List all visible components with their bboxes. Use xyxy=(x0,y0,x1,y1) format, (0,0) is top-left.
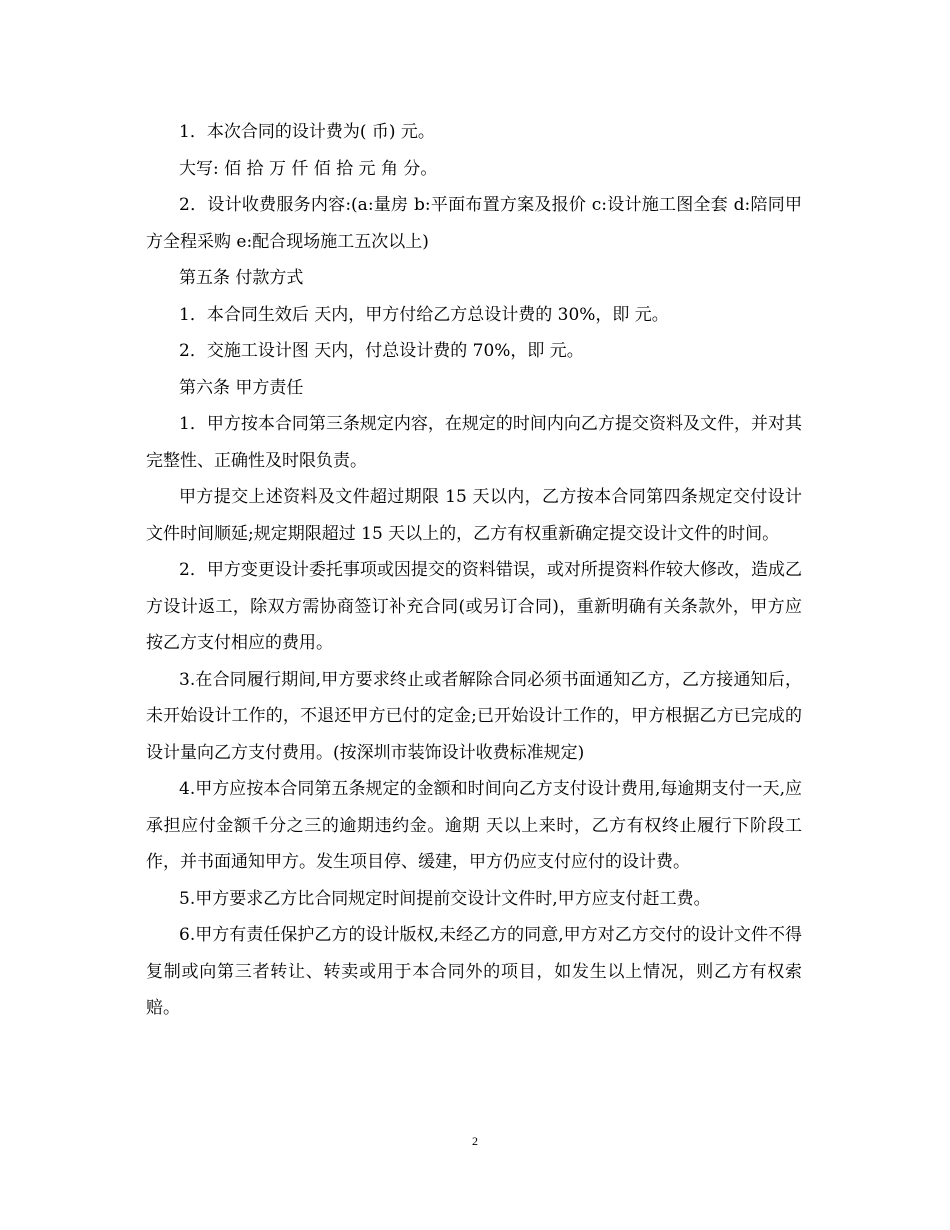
paragraph-amount-in-words: 大写: 佰 拾 万 仟 佰 拾 元 角 分。 xyxy=(179,158,438,179)
section-heading-party-a-duties: 第六条 甲方责任 xyxy=(179,377,304,398)
paragraph-payment-2: 2．交施工设计图 天内，付总设计费的 70%，即 元。 xyxy=(179,341,584,361)
paragraph-duty-6: 6.甲方有责任保护乙方的设计版权,未经乙方的同意,甲方对乙方交付的设计文件不得复制或向第三者转让、转卖或用于本合同外的项目，如发生以上情况，则乙方有权索赔。 xyxy=(146,925,802,1018)
paragraph-payment-1: 1．本合同生效后 天内，甲方付给乙方总设计费的 30%，即 元。 xyxy=(179,304,669,325)
paragraph-service-content: 2．设计收费服务内容:(a:量房 b:平面布置方案及报价 c:设计施工图全套 d:陪同甲方全程采购 e:配合现场施工五次以上) xyxy=(146,195,802,252)
paragraph-duty-1: 1．甲方按本合同第三条规定内容，在规定的时间内向乙方提交资料及文件，并对其完整性、正确性及时限负责。 xyxy=(146,414,802,471)
paragraph-duty-5: 5.甲方要求乙方比合同规定时间提前交设计文件时,甲方应支付赶工费。 xyxy=(179,888,711,909)
page-number: 2 xyxy=(472,1134,478,1148)
paragraph-design-fee: 1．本次合同的设计费为( 币) 元。 xyxy=(179,122,435,142)
section-heading-payment: 第五条 付款方式 xyxy=(179,268,304,288)
document-body xyxy=(146,114,802,1027)
paragraph-duty-2: 2．甲方变更设计委托事项或因提交的资料错误，或对所提资料作较大修改，造成乙方设计返工，除双方需协商签订补充合同(或另订合同)，重新明确有关条款外，甲方应按乙方支付相应的费用。 xyxy=(146,560,802,653)
paragraph-duty-4: 4.甲方应按本合同第五条规定的金额和时间向乙方支付设计费用,每逾期支付一天,应承担应付金额千分之三的逾期违约金。逾期 天以上来时，乙方有权终止履行下阶段工作，并书面通知甲方。发生项目停、缓建，甲方仍应支付应付的设计费。 xyxy=(146,779,802,872)
paragraph-duty-3: 3.在合同履行期间,甲方要求终止或者解除合同必须书面通知乙方，乙方接通知后，未开始设计工作的，不退还甲方已付的定金;已开始设计工作的，甲方根据乙方已完成的设计量向乙方支付费用。(按深圳市装饰设计收费标准规定) xyxy=(146,669,802,763)
paragraph-duty-1-extension: 甲方提交上述资料及文件超过期限 15 天以内，乙方按本合同第四条规定交付设计文件时间顺延;规定期限超过 15 天以上的，乙方有权重新确定提交设计文件的时间。 xyxy=(146,487,802,544)
